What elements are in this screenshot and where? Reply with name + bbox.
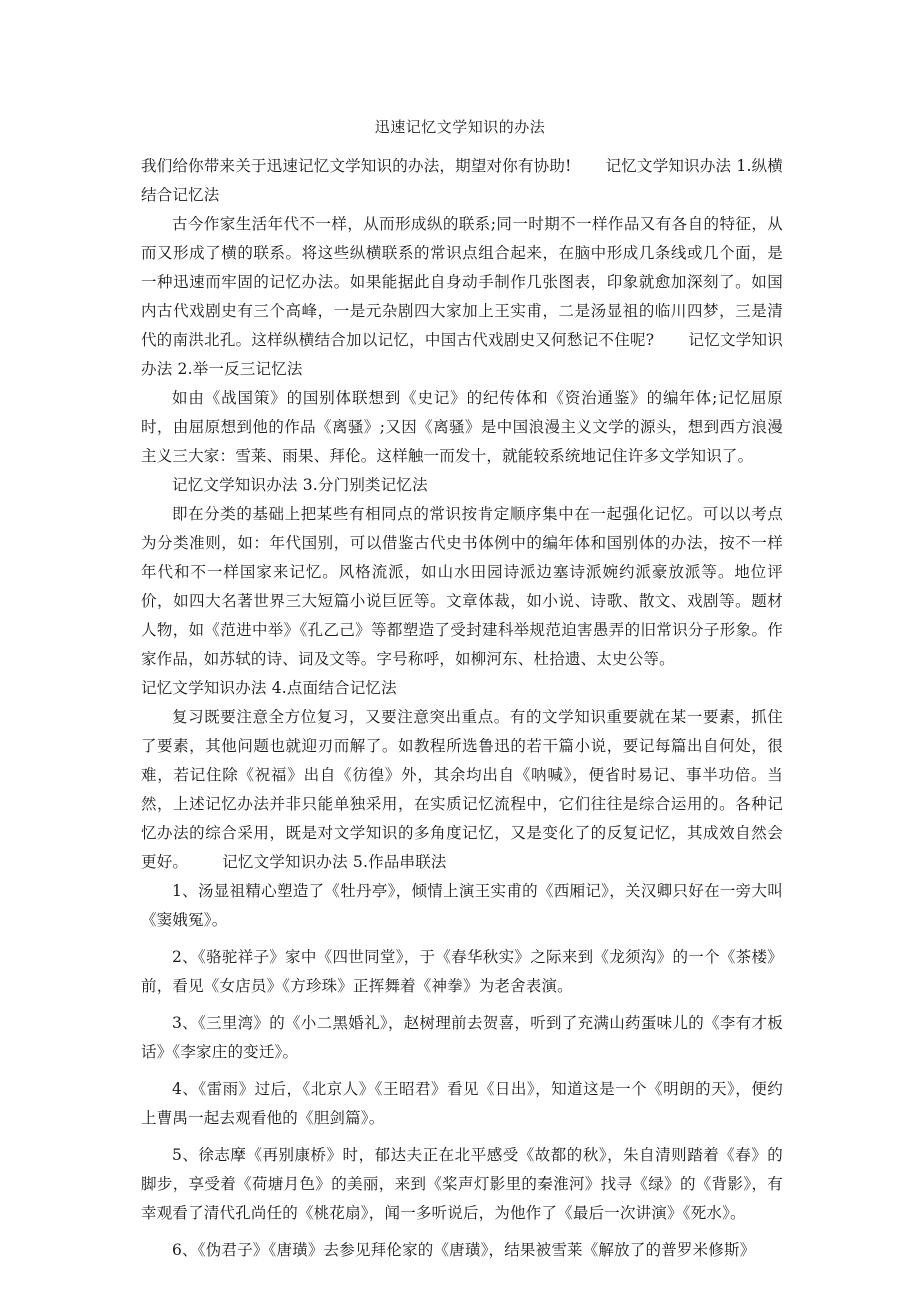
page-title: 迅速记忆文学知识的办法	[374, 118, 546, 136]
list-item: 5、徐志摩《再别康桥》时，郁达夫正在北平感受《故都的秋》，朱自清则踏着《春》的脚步，享受着《荷塘月色》的美丽，来到《桨声灯影里的秦淮河》找寻《绿》的《背影》，有幸观看了清代孔尚任的《桃花扇》，闻一多听说后，为他作了《最后一次讲演》《死水》。	[141, 1146, 783, 1222]
method1-body: 古今作家生活年代不一样，从而形成纵的联系;同一时期不一样作品又有各自的特征，从而又形成了横的联系。将这些纵横联系的常识点组合起来，在脑中形成几条线或几个面，是一种迅速而牢固的记忆办法。如果能据此自身动手制作几张图表，印象就愈加深刻了。如国内古代戏剧史有三个高峰，一是元杂剧四大家加上王实甫，二是汤显祖的临川四梦，三是清代的南洪北孔。这样纵横结合加以记忆，中国古代戏剧史又何愁记不住呢?	[141, 215, 783, 349]
intro-text: 我们给你带来关于迅速记忆文学知识的办法，期望对你有协助!	[141, 157, 572, 175]
method2-heading: 记忆文学知识办法 2.举一反三记忆法	[141, 331, 783, 378]
list-item: 1、汤显祖精心塑造了《牡丹亭》，倾情上演王实甫的《西厢记》，关汉卿只好在一旁大叫《窦娥冤》。	[141, 882, 783, 929]
method2-paragraph: 如由《战国策》的国别体联想到《史记》的纪传体和《资治通鉴》的编年体;记忆屈原时，由屈原想到他的作品《离骚》;又因《离骚》是中国浪漫主义文学的源头，想到西方浪漫主义三大家：雪莱、雨果、拜伦。这样触一而发十，就能较系统地记住许多文学知识了。	[141, 389, 783, 465]
method1-heading: 记忆文学知识办法 1.纵横结合记忆法	[141, 157, 783, 204]
method4-heading: 记忆文学知识办法 4.点面结合记忆法	[141, 679, 397, 697]
method3-heading: 记忆文学知识办法 3.分门别类记忆法	[172, 476, 428, 494]
intro-paragraph	[141, 152, 783, 210]
document-body	[141, 152, 783, 1273]
list-item: 3、《三里湾》的《小二黑婚礼》，赵树理前去贺喜，听到了充满山药蛋味儿的《李有才板话》《李家庄的变迁》。	[141, 1014, 783, 1061]
method1-paragraph	[141, 210, 783, 384]
method4-body: 复习既要注意全方位复习，又要注意突出重点。有的文学知识重要就在某一要素，抓住了要素，其他问题也就迎刃而解了。如教程所选鲁迅的若干篇小说，要记每篇出自何处，很难，若记住除《祝福》出自《彷徨》外，其余均出自《呐喊》，便省时易记、事半功倍。当然，上述记忆办法并非只能单独采用，在实质记忆流程中，它们往往是综合运用的。各种记忆办法的综合采用，既是对文学知识的多角度记忆，又是变化了的反复记忆，其成效自然会更好。	[141, 708, 783, 871]
method5-heading: 记忆文学知识办法 5.作品串联法	[222, 853, 447, 871]
method3-paragraph: 即在分类的基础上把某些有相同点的常识按肯定顺序集中在一起强化记忆。可以以考点为分类准则，如：年代国别，可以借鉴古代史书体例中的编年体和国别体的办法，按不一样年代和不一样国家来记忆。风格流派，如山水田园诗派边塞诗派婉约派豪放派等。地位评价，如四大名著世界三大短篇小说巨匠等。文章体裁，如小说、诗歌、散文、戏剧等。题材人物，如《范进中举》《孔乙己》等都塑造了受封建科举规范迫害愚弄的旧常识分子形象。作家作品，如苏轼的诗、词及文等。字号称呼，如柳河东、杜拾遗、太史公等。	[141, 505, 783, 668]
method4-paragraph	[141, 703, 783, 877]
list-item: 6、《伪君子》《唐璜》去参见拜伦家的《唐璜》，结果被雪莱《解放了的普罗米修斯》	[172, 1241, 756, 1259]
list-item: 2、《骆驼祥子》家中《四世同堂》，于《春华秋实》之际来到《龙须沟》的一个《茶楼》前，看见《女店员》《方珍珠》正挥舞着《神拳》为老舍表演。	[141, 948, 783, 995]
list-item: 4、《雷雨》过后，《北京人》《王昭君》看见《日出》，知道这是一个《明朗的天》，便约上曹禺一起去观看他的《胆剑篇》。	[141, 1080, 783, 1127]
